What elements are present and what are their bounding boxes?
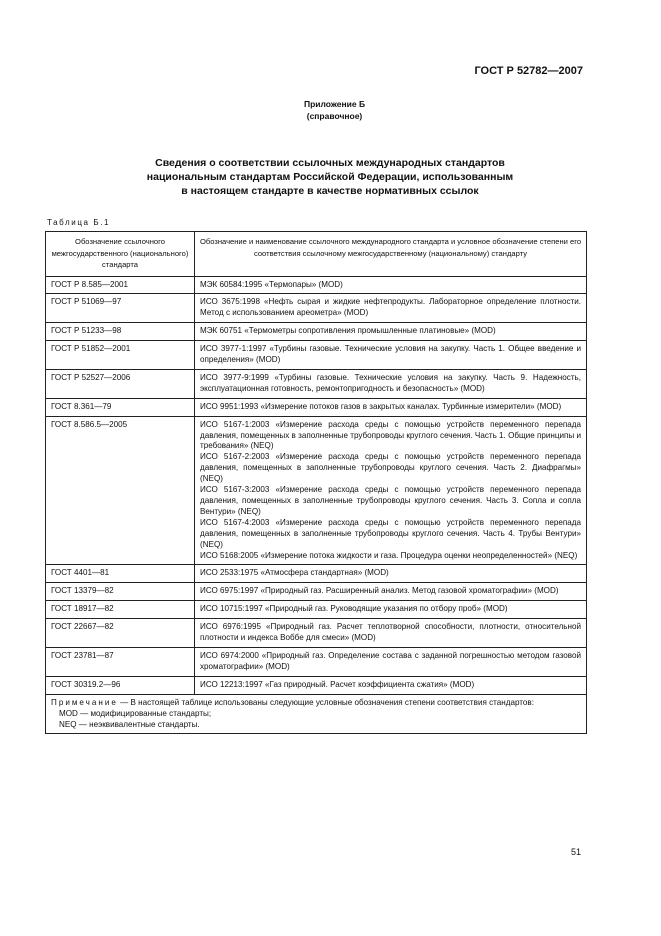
note-row <box>46 694 587 734</box>
standard-reference: ИСО 6974:2000 «Природный газ. Определение состава с заданной погрешностью методом газовой хроматографии» (MOD) <box>200 650 581 671</box>
standard-reference: ИСО 12213:1997 «Газ природный. Расчет коэффициента сжатия» (MOD) <box>200 679 475 689</box>
standard-reference: ИСО 6976:1995 «Природный газ. Расчет теплотворной способности, плотности, относительной плотности и индекса Воббе для смеси» (MOD) <box>200 622 581 643</box>
national-standard-cell: ГОСТ Р 51233—98 <box>46 323 195 341</box>
international-standard-cell <box>195 583 587 601</box>
table-row <box>46 341 587 370</box>
main-title-line: Сведения о соответствии ссылочных международных стандартов <box>155 157 505 169</box>
international-standard-cell <box>195 341 587 370</box>
note-intro <box>51 698 581 709</box>
standard-reference: ИСО 9951:1993 «Измерение потоков газов в закрытых каналах. Турбинные измерители» (MOD) <box>200 401 562 411</box>
standard-reference: ИСО 5167-4:2003 «Измерение расхода среды с помощью устройств переменного перепада давления, помещенных в заполненные трубопроводы круглого сечения. Часть 4. Трубы Вентури» (NEQ) <box>200 517 581 549</box>
document-code: ГОСТ Р 52782—2007 <box>474 65 583 77</box>
table-row <box>46 323 587 341</box>
note-item: MOD — модифицированные стандарты; <box>59 708 212 718</box>
standard-reference: ИСО 5168:2005 «Измерение потока жидкости и газа. Процедура оценки неопределенностей» (NEQ) <box>200 550 578 560</box>
international-standard-cell <box>195 369 587 398</box>
table-row <box>46 601 587 619</box>
international-standard-cell <box>195 276 587 294</box>
main-title-line: в настоящем стандарте в качестве нормативных ссылок <box>181 185 479 197</box>
national-standard-cell: ГОСТ 22667—82 <box>46 619 195 648</box>
header-national-standard: Обозначение ссылочного межгосударственного (национального) стандарта <box>46 232 195 277</box>
international-standard-cell <box>195 619 587 648</box>
table-row <box>46 276 587 294</box>
main-title <box>80 156 580 198</box>
national-standard-cell: ГОСТ 8.586.5—2005 <box>46 416 195 565</box>
standard-reference: ИСО 6975:1997 «Природный газ. Расширенный анализ. Метод газовой хроматографии» (MOD) <box>200 586 559 596</box>
standard-reference: ИСО 5167-3:2003 «Измерение расхода среды с помощью устройств переменного перепада давления, помещенных в заполненные трубопроводы круглого сечения. Часть 3. Сопла и сопла Вентури» (NEQ) <box>200 485 581 516</box>
main-title-line: национальным стандартам Российской Федерации, использованным <box>146 171 514 183</box>
annex-subtitle: (справочное) <box>306 111 363 121</box>
international-standard-cell <box>195 398 587 416</box>
table-row <box>46 369 587 398</box>
note-item: NEQ — неэквивалентные стандарты. <box>59 719 200 729</box>
standard-reference: ИСО 3675:1998 «Нефть сырая и жидкие нефтепродукты. Лабораторное определение плотности. Метод с использованием ареометра» (MOD) <box>200 297 581 318</box>
annex-title: Приложение Б <box>303 99 366 109</box>
table-header-row <box>46 232 587 277</box>
national-standard-cell: ГОСТ Р 52527—2006 <box>46 369 195 398</box>
international-standard-cell <box>195 647 587 676</box>
international-standard-cell <box>195 676 587 694</box>
standard-reference: ИСО 3977-1:1997 «Турбины газовые. Технические условия на закупку. Часть 1. Общее введение и определения» (MOD) <box>200 344 581 365</box>
table-row <box>46 647 587 676</box>
standard-reference: ИСО 5167-1:2003 «Измерение расхода среды с помощью устройств переменного перепада давления, помещенных в заполненные трубопроводы круглого сечения. Часть 1. Общие принципы и требования» (NEQ) <box>200 419 581 451</box>
national-standard-cell: ГОСТ 23781—87 <box>46 647 195 676</box>
international-standard-cell <box>195 323 587 341</box>
table-row <box>46 565 587 583</box>
standard-reference: МЭК 60584:1995 «Термопары» (MOD) <box>200 279 343 289</box>
national-standard-cell: ГОСТ Р 51852—2001 <box>46 341 195 370</box>
standard-reference: ИСО 5167-2:2003 «Измерение расхода среды с помощью устройств переменного перепада давления, помещенных в заполненные трубопроводы круглого сечения. Часть 2. Диафрагмы» (NEQ) <box>200 452 581 484</box>
national-standard-cell: ГОСТ 8.361—79 <box>46 398 195 416</box>
national-standard-cell: ГОСТ 30319.2—96 <box>46 676 195 694</box>
national-standard-cell: ГОСТ Р 51069—97 <box>46 294 195 323</box>
annex-heading <box>0 98 661 122</box>
header-international-standard: Обозначение и наименование ссылочного международного стандарта и условное обозначение степени его соответствия ссылочному межгосударственному (национальному) стандарту <box>195 232 587 277</box>
international-standard-cell <box>195 565 587 583</box>
correspondence-table <box>45 231 587 734</box>
table-row <box>46 398 587 416</box>
table-note <box>46 694 587 734</box>
note-text: — В настоящей таблице использованы следующие условные обозначения степени соответствия стандартов: <box>117 697 534 707</box>
standard-reference: ИСО 2533:1975 «Атмосфера стандартная» (MOD) <box>200 568 389 578</box>
national-standard-cell: ГОСТ 13379—82 <box>46 583 195 601</box>
international-standard-cell <box>195 294 587 323</box>
table-row <box>46 676 587 694</box>
table-row <box>46 583 587 601</box>
table-row <box>46 294 587 323</box>
note-label: Примечание <box>51 697 118 707</box>
table-row <box>46 416 587 565</box>
national-standard-cell: ГОСТ Р 8.585—2001 <box>46 276 195 294</box>
standard-reference: МЭК 60751 «Термометры сопротивления промышленные платиновые» (MOD) <box>200 326 496 336</box>
table-row <box>46 619 587 648</box>
standard-reference: ИСО 3977-9:1999 «Турбины газовые. Технические условия на закупку. Часть 9. Надежность, эксплуатационная готовность, ремонтопригодность и безопасность» (MOD) <box>200 372 581 393</box>
national-standard-cell: ГОСТ 4401—81 <box>46 565 195 583</box>
international-standard-cell <box>195 601 587 619</box>
national-standard-cell: ГОСТ 18917—82 <box>46 601 195 619</box>
standard-reference: ИСО 10715:1997 «Природный газ. Руководящие указания по отбору проб» (MOD) <box>200 604 508 614</box>
table-caption: Таблица Б.1 <box>47 218 111 227</box>
page-number: 51 <box>571 847 582 857</box>
international-standard-cell <box>195 416 587 565</box>
